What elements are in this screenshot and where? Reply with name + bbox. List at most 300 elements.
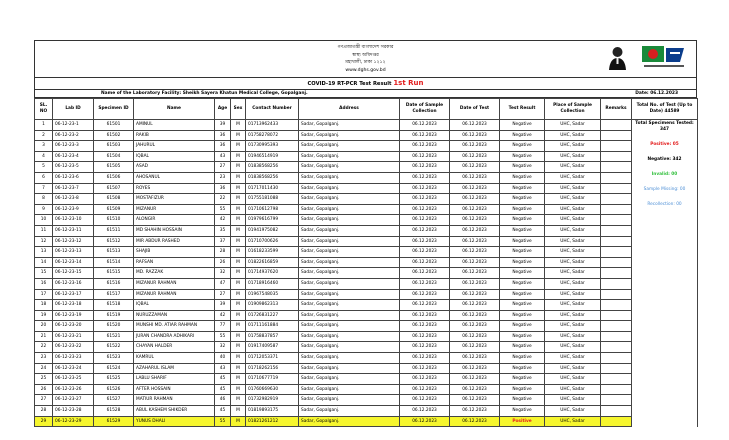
row-address: Sadar, Gopalganj. <box>299 363 400 374</box>
row-date-collection: 06.12.2023 <box>400 278 450 289</box>
row-sex: M <box>231 141 246 152</box>
row-date-test: 06.12.2023 <box>450 257 500 268</box>
row-lab-id: 06-12-23-18 <box>53 300 94 311</box>
table-row <box>35 172 698 183</box>
row-date-collection: 06.12.2023 <box>400 215 450 226</box>
row-sex: M <box>231 183 246 194</box>
row-lab-id: 06-12-23-2 <box>53 130 94 141</box>
row-result: Negative <box>500 215 545 226</box>
row-name: MD. RAZZAK <box>134 268 215 279</box>
row-remarks <box>601 194 632 205</box>
row-lab-id: 06-12-23-21 <box>53 331 94 342</box>
row-address: Sadar, Gopalganj. <box>299 342 400 353</box>
row-result: Negative <box>500 204 545 215</box>
row-date-collection: 06.12.2023 <box>400 194 450 205</box>
row-specimen-id: 61524 <box>94 363 134 374</box>
row-specimen-id: 61523 <box>94 353 134 364</box>
row-remarks <box>601 395 632 406</box>
row-address: Sadar, Gopalganj. <box>299 183 400 194</box>
row-sex: M <box>231 172 246 183</box>
row-contact: 01946514919 <box>246 151 299 162</box>
row-sex: M <box>231 395 246 406</box>
row-age: 45 <box>215 406 231 417</box>
col-address: Address <box>299 99 400 120</box>
row-place: UHC, Sadar <box>545 416 601 427</box>
row-specimen-id: 61510 <box>94 215 134 226</box>
summary-sample-missing: Sample Missing: 00 <box>643 187 686 192</box>
row-result: Negative <box>500 374 545 385</box>
row-date-collection: 06.12.2023 <box>400 130 450 141</box>
row-sl: 16 <box>35 278 53 289</box>
row-sl: 4 <box>35 151 53 162</box>
row-specimen-id: 61513 <box>94 247 134 258</box>
table-row <box>35 268 698 279</box>
row-sex: M <box>231 130 246 141</box>
row-address: Sadar, Gopalganj. <box>299 395 400 406</box>
row-specimen-id: 61514 <box>94 257 134 268</box>
row-specimen-id: 61509 <box>94 204 134 215</box>
row-result: Negative <box>500 194 545 205</box>
row-remarks <box>601 204 632 215</box>
row-lab-id: 06-12-23-24 <box>53 363 94 374</box>
row-place: UHC, Sadar <box>545 204 601 215</box>
row-sex: M <box>231 194 246 205</box>
row-remarks <box>601 236 632 247</box>
address-line: মহাখালী, ঢাকা ১২১২ <box>345 60 386 65</box>
row-remarks <box>601 300 632 311</box>
row-age: 23 <box>215 172 231 183</box>
row-lab-id: 06-12-23-1 <box>53 120 94 131</box>
table-row <box>35 236 698 247</box>
row-result: Negative <box>500 225 545 236</box>
results-table <box>34 98 698 427</box>
row-specimen-id: 61526 <box>94 384 134 395</box>
row-name: IQBAL <box>134 151 215 162</box>
row-age: 32 <box>215 342 231 353</box>
row-date-collection: 06.12.2023 <box>400 151 450 162</box>
row-address: Sadar, Gopalganj. <box>299 374 400 385</box>
row-date-test: 06.12.2023 <box>450 120 500 131</box>
row-remarks <box>601 331 632 342</box>
row-place: UHC, Sadar <box>545 236 601 247</box>
row-place: UHC, Sadar <box>545 310 601 321</box>
row-sex: M <box>231 151 246 162</box>
row-sex: M <box>231 342 246 353</box>
row-place: UHC, Sadar <box>545 183 601 194</box>
row-sex: M <box>231 416 246 427</box>
row-remarks <box>601 289 632 300</box>
row-age: 39 <box>215 300 231 311</box>
row-specimen-id: 61501 <box>94 120 134 131</box>
report-date: Date: 06.12.2023 <box>635 91 678 96</box>
row-date-collection: 06.12.2023 <box>400 183 450 194</box>
row-result: Negative <box>500 406 545 417</box>
row-address: Sadar, Gopalganj. <box>299 331 400 342</box>
row-result: Negative <box>500 331 545 342</box>
row-date-test: 06.12.2023 <box>450 141 500 152</box>
table-row <box>35 406 698 417</box>
row-date-collection: 06.12.2023 <box>400 406 450 417</box>
row-remarks <box>601 151 632 162</box>
row-sl: 28 <box>35 406 53 417</box>
row-specimen-id: 61503 <box>94 141 134 152</box>
row-place: UHC, Sadar <box>545 374 601 385</box>
row-contact: 01758837857 <box>246 331 299 342</box>
row-date-test: 06.12.2023 <box>450 406 500 417</box>
row-age: 22 <box>215 194 231 205</box>
row-lab-id: 06-12-23-9 <box>53 204 94 215</box>
row-address: Sadar, Gopalganj. <box>299 162 400 173</box>
row-specimen-id: 61517 <box>94 289 134 300</box>
report-sheet <box>34 40 697 432</box>
row-date-collection: 06.12.2023 <box>400 384 450 395</box>
row-contact: 01979616799 <box>246 215 299 226</box>
row-date-test: 06.12.2023 <box>450 289 500 300</box>
table-row <box>35 363 698 374</box>
row-contact: 01718916460 <box>246 278 299 289</box>
directorate-line: স্বাস্থ্য অধিদপ্তর <box>352 52 379 58</box>
row-name: NURUZZAMAN <box>134 310 215 321</box>
row-date-collection: 06.12.2023 <box>400 395 450 406</box>
row-place: UHC, Sadar <box>545 363 601 374</box>
row-date-collection: 06.12.2023 <box>400 247 450 258</box>
row-sl: 20 <box>35 321 53 332</box>
row-age: 43 <box>215 363 231 374</box>
row-age: 36 <box>215 183 231 194</box>
row-remarks <box>601 225 632 236</box>
report-title <box>34 77 697 90</box>
row-place: UHC, Sadar <box>545 353 601 364</box>
row-date-test: 06.12.2023 <box>450 342 500 353</box>
row-sex: M <box>231 278 246 289</box>
row-sex: M <box>231 225 246 236</box>
row-age: 47 <box>215 278 231 289</box>
row-age: 32 <box>215 268 231 279</box>
row-place: UHC, Sadar <box>545 172 601 183</box>
row-contact: 01710612798 <box>246 204 299 215</box>
row-specimen-id: 61529 <box>94 416 134 427</box>
row-specimen-id: 61506 <box>94 172 134 183</box>
dghs-logo-icon <box>640 44 688 71</box>
row-remarks <box>601 247 632 258</box>
table-row <box>35 204 698 215</box>
row-contact: 01909862313 <box>246 300 299 311</box>
row-contact: 01760669630 <box>246 384 299 395</box>
row-result: Positive <box>500 416 545 427</box>
summary-invalid: Invalid: 00 <box>651 172 678 177</box>
row-contact: 01917409587 <box>246 342 299 353</box>
row-date-test: 06.12.2023 <box>450 215 500 226</box>
row-place: UHC, Sadar <box>545 395 601 406</box>
row-place: UHC, Sadar <box>545 331 601 342</box>
row-contact: 01718262156 <box>246 363 299 374</box>
col-place: Place of Sample Collection <box>545 99 601 120</box>
row-name: JAHURUL <box>134 141 215 152</box>
row-name: AHOSANUL <box>134 172 215 183</box>
row-sex: M <box>231 120 246 131</box>
row-name: ASAD <box>134 162 215 173</box>
row-sex: M <box>231 289 246 300</box>
row-sl: 15 <box>35 268 53 279</box>
row-contact: 01726831227 <box>246 310 299 321</box>
row-age: 27 <box>215 162 231 173</box>
row-remarks <box>601 257 632 268</box>
row-contact: 01838568256 <box>246 172 299 183</box>
row-result: Negative <box>500 120 545 131</box>
row-name: MUNSHI MD. ATIAR RAHMAN <box>134 321 215 332</box>
row-sl: 14 <box>35 257 53 268</box>
row-address: Sadar, Gopalganj. <box>299 151 400 162</box>
row-address: Sadar, Gopalganj. <box>299 257 400 268</box>
row-sex: M <box>231 268 246 279</box>
row-name: LABLU SHARIF <box>134 374 215 385</box>
row-date-collection: 06.12.2023 <box>400 416 450 427</box>
row-sl: 10 <box>35 215 53 226</box>
report-header <box>34 40 697 77</box>
row-sl: 9 <box>35 204 53 215</box>
table-row <box>35 120 698 131</box>
row-contact: 01819893175 <box>246 406 299 417</box>
row-contact: 01713962433 <box>246 120 299 131</box>
row-date-test: 06.12.2023 <box>450 374 500 385</box>
row-lab-id: 06-12-23-28 <box>53 406 94 417</box>
row-age: 55 <box>215 416 231 427</box>
col-total-tests: Total No. of Test (Up to Date) 44589 <box>632 99 698 120</box>
row-remarks <box>601 172 632 183</box>
row-name: RAFSAN <box>134 257 215 268</box>
row-result: Negative <box>500 289 545 300</box>
row-date-collection: 06.12.2023 <box>400 331 450 342</box>
row-address: Sadar, Gopalganj. <box>299 268 400 279</box>
row-place: UHC, Sadar <box>545 268 601 279</box>
row-date-collection: 06.12.2023 <box>400 353 450 364</box>
row-age: 45 <box>215 384 231 395</box>
row-result: Negative <box>500 183 545 194</box>
table-row <box>35 215 698 226</box>
row-sex: M <box>231 363 246 374</box>
row-date-collection: 06.12.2023 <box>400 141 450 152</box>
row-contact: 01711161884 <box>246 321 299 332</box>
row-age: 42 <box>215 215 231 226</box>
row-sl: 11 <box>35 225 53 236</box>
row-specimen-id: 61512 <box>94 236 134 247</box>
row-name: ALONGIR <box>134 215 215 226</box>
row-address: Sadar, Gopalganj. <box>299 236 400 247</box>
row-name: MATIUR RAHMAN <box>134 395 215 406</box>
row-lab-id: 06-12-23-14 <box>53 257 94 268</box>
row-date-test: 06.12.2023 <box>450 331 500 342</box>
row-place: UHC, Sadar <box>545 300 601 311</box>
col-sex: Sex <box>231 99 246 120</box>
row-result: Negative <box>500 236 545 247</box>
row-age: 45 <box>215 374 231 385</box>
row-date-test: 06.12.2023 <box>450 130 500 141</box>
row-sex: M <box>231 331 246 342</box>
row-result: Negative <box>500 247 545 258</box>
row-remarks <box>601 310 632 321</box>
row-name: MIZANUR <box>134 204 215 215</box>
row-lab-id: 06-12-23-16 <box>53 278 94 289</box>
row-name: CHAYAN HALDER <box>134 342 215 353</box>
row-age: 27 <box>215 289 231 300</box>
row-name: IQBAL <box>134 300 215 311</box>
row-specimen-id: 61515 <box>94 268 134 279</box>
row-sl: 3 <box>35 141 53 152</box>
row-sl: 24 <box>35 363 53 374</box>
row-name: MIZANUR RAHMAN <box>134 289 215 300</box>
row-address: Sadar, Gopalganj. <box>299 310 400 321</box>
row-date-test: 06.12.2023 <box>450 151 500 162</box>
row-contact: 01941975082 <box>246 225 299 236</box>
row-place: UHC, Sadar <box>545 225 601 236</box>
govt-line: গণপ্রজাতন্ত্রী বাংলাদেশ সরকার <box>337 45 394 50</box>
row-sl: 5 <box>35 162 53 173</box>
row-place: UHC, Sadar <box>545 342 601 353</box>
row-specimen-id: 61519 <box>94 310 134 321</box>
row-date-test: 06.12.2023 <box>450 321 500 332</box>
row-sl: 13 <box>35 247 53 258</box>
row-sex: M <box>231 215 246 226</box>
col-date-collection: Date of Sample Collection <box>400 99 450 120</box>
row-address: Sadar, Gopalganj. <box>299 300 400 311</box>
row-date-test: 06.12.2023 <box>450 384 500 395</box>
row-remarks <box>601 406 632 417</box>
row-name: ROYES <box>134 183 215 194</box>
row-address: Sadar, Gopalganj. <box>299 278 400 289</box>
row-name: MIR ABDUR RASHED <box>134 236 215 247</box>
row-name: AFTER HOSSAIN <box>134 384 215 395</box>
row-place: UHC, Sadar <box>545 321 601 332</box>
row-sex: M <box>231 162 246 173</box>
row-address: Sadar, Gopalganj. <box>299 384 400 395</box>
row-date-test: 06.12.2023 <box>450 162 500 173</box>
row-sex: M <box>231 236 246 247</box>
row-address: Sadar, Gopalganj. <box>299 141 400 152</box>
row-address: Sadar, Gopalganj. <box>299 194 400 205</box>
row-place: UHC, Sadar <box>545 151 601 162</box>
row-address: Sadar, Gopalganj. <box>299 416 400 427</box>
row-place: UHC, Sadar <box>545 141 601 152</box>
row-address: Sadar, Gopalganj. <box>299 215 400 226</box>
facility-row <box>34 90 697 98</box>
row-place: UHC, Sadar <box>545 406 601 417</box>
row-address: Sadar, Gopalganj. <box>299 289 400 300</box>
row-sex: M <box>231 247 246 258</box>
col-specimen-id: Specimen ID <box>94 99 134 120</box>
row-result: Negative <box>500 268 545 279</box>
row-lab-id: 06-12-23-20 <box>53 321 94 332</box>
row-contact: 01717011430 <box>246 183 299 194</box>
row-lab-id: 06-12-23-22 <box>53 342 94 353</box>
table-row <box>35 310 698 321</box>
row-date-test: 06.12.2023 <box>450 363 500 374</box>
table-row <box>35 331 698 342</box>
row-lab-id: 06-12-23-27 <box>53 395 94 406</box>
row-name: MOSTAFIZUR <box>134 194 215 205</box>
row-remarks <box>601 384 632 395</box>
row-age: 77 <box>215 321 231 332</box>
row-contact: 01710700626 <box>246 236 299 247</box>
row-specimen-id: 61528 <box>94 406 134 417</box>
row-lab-id: 06-12-23-4 <box>53 151 94 162</box>
row-contact: 01618233599 <box>246 247 299 258</box>
row-lab-id: 06-12-23-29 <box>53 416 94 427</box>
row-date-test: 06.12.2023 <box>450 225 500 236</box>
row-sl: 26 <box>35 384 53 395</box>
row-specimen-id: 61527 <box>94 395 134 406</box>
row-address: Sadar, Gopalganj. <box>299 120 400 131</box>
row-place: UHC, Sadar <box>545 194 601 205</box>
row-date-test: 06.12.2023 <box>450 416 500 427</box>
table-header-row <box>35 99 698 120</box>
row-remarks <box>601 120 632 131</box>
row-sl: 29 <box>35 416 53 427</box>
row-date-test: 06.12.2023 <box>450 353 500 364</box>
row-sl: 12 <box>35 236 53 247</box>
row-name: RAKIB <box>134 130 215 141</box>
row-date-test: 06.12.2023 <box>450 183 500 194</box>
row-remarks <box>601 342 632 353</box>
row-sl: 19 <box>35 310 53 321</box>
row-date-collection: 06.12.2023 <box>400 342 450 353</box>
row-result: Negative <box>500 353 545 364</box>
table-row <box>35 278 698 289</box>
row-age: 36 <box>215 141 231 152</box>
row-remarks <box>601 278 632 289</box>
table-row <box>35 416 698 427</box>
row-sl: 1 <box>35 120 53 131</box>
row-age: 39 <box>215 120 231 131</box>
row-result: Negative <box>500 384 545 395</box>
row-date-collection: 06.12.2023 <box>400 363 450 374</box>
row-contact: 01710677719 <box>246 374 299 385</box>
row-lab-id: 06-12-23-8 <box>53 194 94 205</box>
row-specimen-id: 61507 <box>94 183 134 194</box>
row-date-collection: 06.12.2023 <box>400 257 450 268</box>
row-sl: 18 <box>35 300 53 311</box>
row-date-test: 06.12.2023 <box>450 204 500 215</box>
table-row <box>35 162 698 173</box>
row-date-collection: 06.12.2023 <box>400 374 450 385</box>
col-contact: Contact Number <box>246 99 299 120</box>
row-date-collection: 06.12.2023 <box>400 162 450 173</box>
row-result: Negative <box>500 321 545 332</box>
row-lab-id: 06-12-23-25 <box>53 374 94 385</box>
row-specimen-id: 61522 <box>94 342 134 353</box>
row-name: JURAN CHANDRA ADHIKARI <box>134 331 215 342</box>
table-row <box>35 141 698 152</box>
title-prefix: COVID-19 RT-PCR Test Result <box>307 81 392 87</box>
row-sl: 6 <box>35 172 53 183</box>
row-age: 40 <box>215 353 231 364</box>
row-sex: M <box>231 257 246 268</box>
row-age: 42 <box>215 310 231 321</box>
table-row <box>35 130 698 141</box>
table-row <box>35 151 698 162</box>
row-sl: 23 <box>35 353 53 364</box>
row-remarks <box>601 416 632 427</box>
table-row <box>35 353 698 364</box>
row-address: Sadar, Gopalganj. <box>299 321 400 332</box>
row-contact: 01967548035 <box>246 289 299 300</box>
row-age: 26 <box>215 257 231 268</box>
website-line: www.dghs.gov.bd <box>345 67 386 73</box>
col-name: Name <box>134 99 215 120</box>
row-date-test: 06.12.2023 <box>450 236 500 247</box>
row-age: 55 <box>215 204 231 215</box>
row-contact: 01714937620 <box>246 268 299 279</box>
col-remarks: Remarks <box>601 99 632 120</box>
